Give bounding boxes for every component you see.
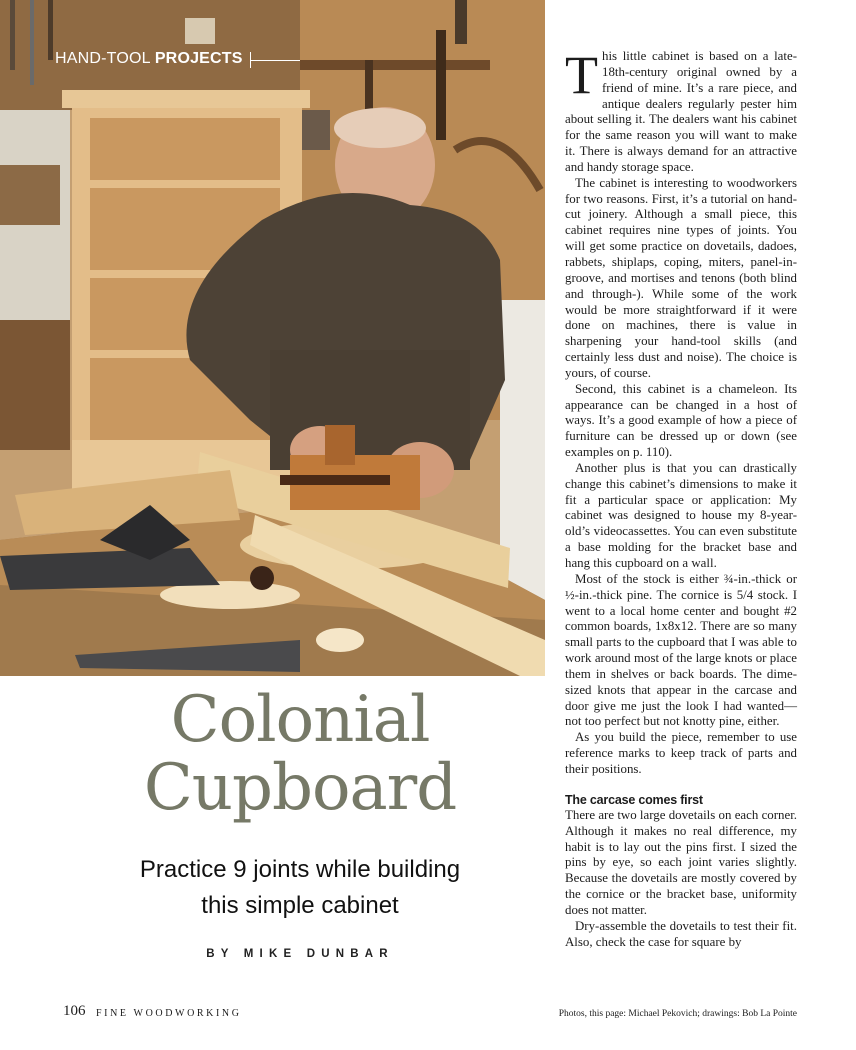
publication-name: FINE WOODWORKING	[96, 1008, 242, 1019]
title-line-2: Cupboard	[143, 751, 457, 825]
feature-photo	[0, 0, 545, 676]
paragraph-4: Another plus is that you can drastically change this cabinet’s dimensions to make it fit a particular space or application: My cabinet was designed to house my 8-year-old’s videocassettes. You can even substitute a base molding for the bracket base and hang this cupboard on a wall.	[565, 460, 797, 570]
byline: BY MIKE DUNBAR	[206, 948, 394, 960]
paragraph-6: As you build the piece, remember to use reference marks to keep track of parts and their positions.	[565, 730, 797, 776]
subtitle-line-2: this simple cabinet	[201, 892, 399, 919]
section-label-bold: PROJECTS	[154, 50, 243, 67]
subtitle-line-1: Practice 9 joints while building	[139, 856, 461, 883]
section-heading: The carcase comes first	[565, 792, 703, 807]
paragraph-5: Most of the stock is either ¾-in.-thick or ½-in.-thick pine. The cornice is 5/4 stock. I went to a local home center and bought #2 common boards, 1x8x12. There are so many small parts to the cupboard that I was able to work around most of the large knots or place them in shelves or back boards. The dime-sized knots that appear in the carcase and door give me just the look I had wanted—not too perfect but not knotty pine, either.	[565, 571, 797, 729]
paragraph-1-text: his little cabinet is based on a late-18th-century original owned by a friend of mine. It’s a rare piece, and antique dealers regularly pester him about selling it. The dealers want his cabinet for the same reason you will want to make it. There is always demand for an attractive and handy storage space.	[565, 49, 797, 174]
paragraph-2: The cabinet is interesting to woodworkers for two reasons. First, it’s a tutorial on hand-cut joinery. Although a small piece, this cabinet requires nine types of joints. You will get some practice on dovetails, dadoes, rabbets, shiplaps, coping, miters, panel-in-groove, and mortises and tenons (both blind and through-). While some of the work would be more straightforward if it were done on machines, there is value in sharpening your hand-tool skills (and certainly less dust and noise). The choice is yours, of course.	[565, 175, 797, 380]
section-label	[55, 50, 253, 68]
article-body	[565, 45, 797, 950]
section-rule	[250, 60, 300, 61]
drop-cap: T	[565, 45, 598, 105]
article-title	[0, 683, 600, 825]
article-subtitle	[0, 852, 600, 924]
photo-credit: Photos, this page: Michael Pekovich; drawings: Bob La Pointe	[558, 1009, 797, 1019]
page-number: 106	[63, 1003, 86, 1019]
paragraph-1	[565, 45, 797, 176]
title-line-1: Colonial	[170, 683, 430, 757]
section-label-regular: HAND-TOOL	[55, 50, 151, 67]
photo-illustration	[0, 0, 545, 676]
paragraph-7: There are two large dovetails on each corner. Although it makes no real difference, my habit is to lay out the pins first. I sized the pins by eye, so each joint varies slightly. Because the dovetails are mostly covered by the cornice or the bracket base, uniformity does not matter.	[565, 807, 797, 917]
paragraph-3: Second, this cabinet is a chameleon. Its appearance can be changed in a host of ways. It’s a good example of how a piece of furniture can be dressed up or down (see examples on p. 110).	[565, 381, 797, 460]
paragraph-8: Dry-assemble the dovetails to test their fit. Also, check the case for square by	[565, 918, 797, 949]
